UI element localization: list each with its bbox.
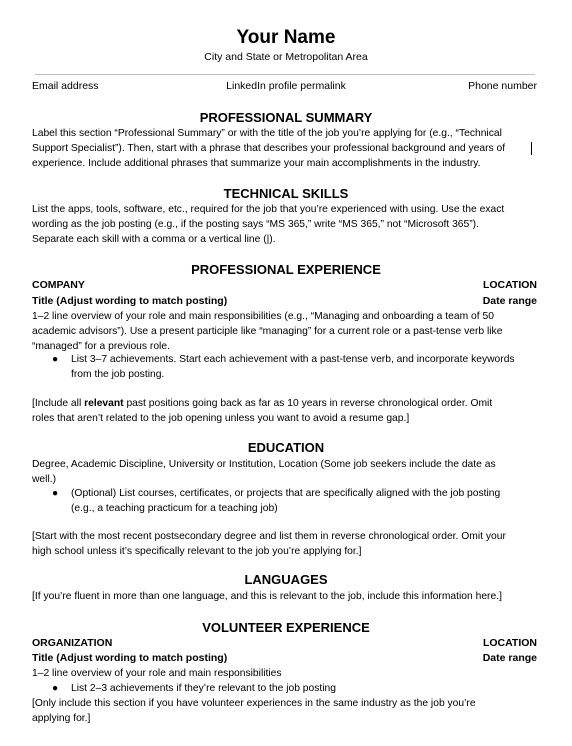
summary-heading: PROFESSIONAL SUMMARY (199, 110, 373, 125)
resume-name: Your Name (236, 27, 336, 48)
education-note-line: [Start with the most recent postsecondary degree and list them in reverse chronological order. Omit your (32, 531, 506, 542)
bullet-icon: ● (52, 354, 59, 365)
text-cursor (531, 142, 532, 155)
bullet-icon: ● (52, 683, 59, 694)
experience-note-line: roles that aren’t related to the job opening unless you want to avoid a resume gap.] (32, 413, 410, 424)
education-bullet-line: (Optional) List courses, certificates, or projects that are specifically aligned with the job posting (71, 488, 501, 499)
experience-overview-line: “managed” for a previous role. (32, 341, 170, 352)
summary-line: Label this section “Professional Summary” or with the title of the job you’re applying for (e.g., “Technical (32, 128, 502, 139)
experience-note-line (32, 396, 492, 411)
education-note-line: high school unless it’s specifically relevant to the job you’re applying for.] (32, 546, 362, 557)
organization-location: LOCATION (482, 637, 537, 649)
note-text: past positions going back as far as 10 years in reverse chronological order. Omit (123, 398, 493, 409)
skills-heading: TECHNICAL SKILLS (223, 186, 349, 201)
company-label: COMPANY (32, 279, 85, 291)
organization-label: ORGANIZATION (32, 637, 113, 649)
experience-overview-line: academic advisors”). Use a present participle like “managing” for a current role or a past-tense verb like (32, 326, 503, 337)
summary-line: experience. Include additional phrases that summarize your main accomplishments in the industry. (32, 158, 481, 169)
achievement-line: from the job posting. (71, 369, 165, 380)
note-emphasis: relevant (84, 398, 124, 409)
header-divider (35, 74, 535, 75)
company-location: LOCATION (482, 279, 537, 291)
languages-heading: LANGUAGES (244, 572, 328, 587)
phone-field: Phone number (468, 80, 537, 92)
volunteer-heading: VOLUNTEER EXPERIENCE (202, 620, 370, 635)
skills-line: List the apps, tools, software, etc., required for the job that you’re experienced with using. Use the exact (32, 204, 505, 215)
note-text: [Include all (32, 398, 85, 409)
volunteer-note-line: [Only include this section if you have volunteer experiences in the same industry as the job you’re (32, 698, 476, 709)
bullet-icon: ● (52, 488, 59, 499)
achievement-line: List 3–7 achievements. Start each achievement with a past-tense verb, and incorporate keywords (71, 354, 515, 365)
resume-location: City and State or Metropolitan Area (204, 51, 368, 63)
education-line: Degree, Academic Discipline, University or Institution, Location (Some job seekers include the date as (32, 459, 496, 470)
email-field: Email address (32, 80, 99, 92)
languages-line: [If you’re fluent in more than one language, and this is relevant to the job, include this information here.] (32, 591, 502, 602)
volunteer-overview: 1–2 line overview of your role and main responsibilities (32, 668, 282, 679)
volunteer-title: Title (Adjust wording to match posting) (32, 652, 228, 664)
volunteer-achievement: List 2–3 achievements if they’re relevant to the job posting (71, 683, 337, 694)
summary-line: Support Specialist”). Then, start with a phrase that describes your professional background and years of (32, 143, 506, 154)
volunteer-note-line: applying for.] (32, 713, 91, 724)
volunteer-date-range: Date range (482, 652, 537, 664)
education-heading: EDUCATION (247, 440, 325, 455)
skills-line: Separate each skill with a comma or a vertical line (|). (32, 234, 276, 245)
education-line: well.) (32, 474, 57, 485)
job-title: Title (Adjust wording to match posting) (32, 295, 228, 307)
job-date-range: Date range (482, 295, 537, 307)
experience-heading: PROFESSIONAL EXPERIENCE (191, 262, 381, 277)
experience-overview-line: 1–2 line overview of your role and main responsibilities (e.g., “Managing and onboarding a team of 50 (32, 311, 494, 322)
linkedin-field: LinkedIn profile permalink (226, 80, 346, 92)
skills-line: wording as the job posting (e.g., if the posting says “MS 365,” write “MS 365,” not “Microsoft 365”). (32, 219, 479, 230)
education-bullet-line: (e.g., a teaching practicum for a teaching job) (71, 503, 278, 514)
